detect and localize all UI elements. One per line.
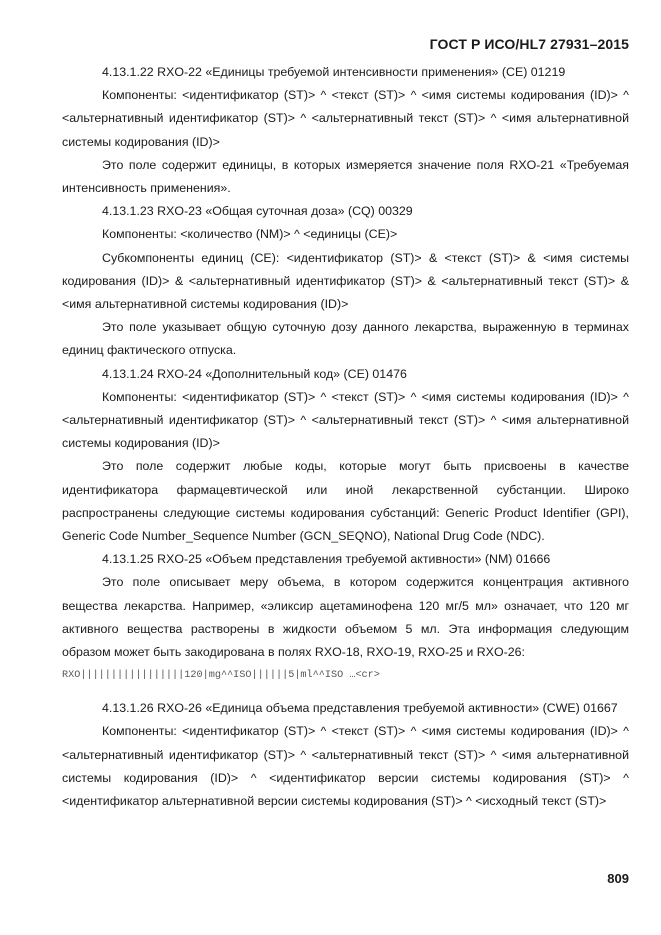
section-heading-4-13-1-22: 4.13.1.22 RXO-22 «Единицы требуемой интенсивности применения» (CE) 01219 <box>102 65 566 79</box>
body-paragraph: Это поле указывает общую суточную дозу данного лекарства, выраженную в терминах единиц фактического отпуска. <box>62 320 629 358</box>
section-heading-4-13-1-23: 4.13.1.23 RXO-23 «Общая суточная доза» (CQ) 00329 <box>102 204 413 219</box>
body-paragraph: Это поле описывает меру объема, в котором содержится концентрация активного вещества лекарства. Например, «эликсир ацетаминофена 120 мг/5 мл» означает, что 120 мг активного вещества растворены в жидкости объемом 5 мл. Эта информация следующим образом может быть закодирована в полях RXO-18, RXO-19, RXO-25 и RXO-26: <box>62 575 629 660</box>
page-number: 809 <box>607 871 629 886</box>
components-paragraph: Компоненты: <идентификатор (ST)> ^ <текст (ST)> ^ <имя системы кодирования (ID)> ^ <альтернативный идентификатор (ST)> ^ <альтернативный текст (ST)> ^ <имя альтернативной системы кодирования (ID)> <box>62 88 629 149</box>
section-heading-4-13-1-26: 4.13.1.26 RXO-26 «Единица объема представления требуемой активности» (CWE) 01667 <box>102 701 618 716</box>
body-paragraph: Это поле содержит любые коды, которые могут быть присвоены в качестве идентификатора фармацевтической или иной лекарственной субстанции. Широко распространены следующие системы кодирования субстанций: Generic Product Identifier (GPI), Generic Code Number_Sequence Number (GCN_SEQNO), National Drug Code (NDC). <box>62 459 629 544</box>
section-heading-4-13-1-25: 4.13.1.25 RXO-25 «Объем представления требуемой активности» (NM) 01666 <box>102 552 551 567</box>
body-paragraph: Это поле содержит единицы, в которых измеряется значение поля RXO-21 «Требуемая интенсивность применения». <box>62 157 629 196</box>
components-paragraph: Компоненты: <идентификатор (ST)> ^ <текст (ST)> ^ <имя системы кодирования (ID)> ^ <альтернативный идентификатор (ST)> ^ <альтернативный текст (ST)> ^ <имя альтернативной системы кодирования (ID)> <box>62 389 629 451</box>
code-example: RXO|||||||||||||||||120|mg^^ISO||||||5|ml^^ISO …<cr> <box>62 670 380 682</box>
subcomponents-paragraph: Субкомпоненты единиц (CE): <идентификатор (ST)> & <текст (ST)> & <имя системы кодирования (ID)> & <альтернативный идентификатор (ST)> & <альтернативный текст (ST)> & <имя альтернативной системы кодирования (ID)> <box>62 250 629 312</box>
page-body <box>62 61 629 813</box>
section-heading-4-13-1-24: 4.13.1.24 RXO-24 «Дополнительный код» (CE) 01476 <box>102 366 407 381</box>
components-paragraph: Компоненты: <идентификатор (ST)> ^ <текст (ST)> ^ <имя системы кодирования (ID)> ^ <альтернативный идентификатор (ST)> ^ <альтернативный текст (ST)> ^ <имя альтернативной системы кодирования (ID)> ^ <идентификатор версии системы кодирования (ST)> ^ <идентификатор альтернативной версии системы кодирования (ST)> ^ <исходный текст (ST)> <box>62 724 629 809</box>
components-paragraph: Компоненты: <количество (NM)> ^ <единицы (CE)> <box>102 227 398 242</box>
document-header: ГОСТ Р ИСО/HL7 27931–2015 <box>429 36 629 52</box>
